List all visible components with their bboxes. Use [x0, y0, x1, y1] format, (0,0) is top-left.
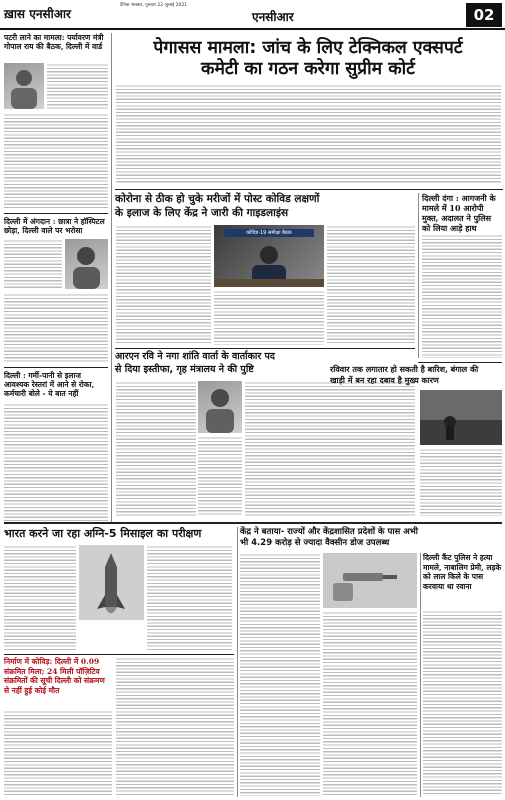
bottom-right-headline: दिल्ली कैंट पुलिस ने हत्या मामले, नाबालिग प्रेमी, लड़के को लाल किले के पास करवाया था रवाना	[423, 553, 502, 591]
divider	[4, 654, 234, 655]
arun-headline-line2: से दिया इस्तीफा, गृह मंत्रालय ने की पुष्टि	[115, 364, 254, 375]
vaccine-headline-line1: केंद्र ने बताया- राज्यों और केंद्रशासित प्रदेशों के पास अभी	[240, 527, 418, 537]
left-story2-headline: दिल्ली में अंगदान : छात्रा ने हॉस्पिटल छोड़ा, दिल्ली वाले पर भरोसा	[4, 217, 105, 235]
column-divider	[418, 193, 419, 358]
covid-headline-line1: कोरोना से ठीक हो चुके मरीजों में पोस्ट कोविड लक्षणों	[115, 193, 320, 205]
vaccine-story-text	[240, 553, 320, 796]
left-story3-text	[4, 403, 108, 523]
riot-story-text	[422, 234, 502, 358]
arun-story-text	[116, 381, 196, 516]
missile-story-text-2	[147, 545, 232, 650]
covid-story-text-2	[214, 290, 324, 345]
left-story1-text-2	[4, 113, 108, 209]
column-divider	[237, 527, 238, 797]
section-title: एनसीआर	[252, 10, 294, 24]
divider	[4, 367, 108, 368]
lead-headline-line2: कमेटी का गठन करेगा सुप्रीम कोर्ट	[201, 59, 415, 79]
left-story1-text	[47, 63, 108, 109]
vaccine-photo	[323, 553, 417, 608]
divider	[115, 348, 415, 349]
left-story1-headline: पटरी लाने का मामला: पर्यावरण मंत्री गोपाल राय की बैठक, दिल्ली में वार्ड	[4, 33, 104, 51]
covid-story-text-3	[327, 225, 415, 345]
bottom-right-text	[423, 610, 502, 796]
vaccine-headline-line2: भी 4.29 करोड़ से ज्यादा वैक्सीन डोज उपलब्ध	[240, 538, 390, 548]
rain-headline-line1: रविवार तक लगातार हो सकती है बारिश, बंगाल की	[330, 364, 479, 374]
missile-story-text	[4, 545, 76, 650]
rain-headline-line2: खाड़ी में बन रहा दबाव है मुख्य कारण	[330, 375, 439, 385]
lead-story-text	[116, 84, 501, 184]
dateline: दैनिक भास्कर, गुरुवार 22 जुलाई 2021	[120, 3, 188, 8]
column-divider	[111, 33, 112, 523]
minister-photo	[4, 63, 44, 109]
missile-headline: भारत करने जा रहा अग्नि-5 मिसाइल का परीक्षण	[4, 527, 202, 540]
left-story3-headline: दिल्ली : गर्मी-पानी से इलाज आवश्यक रेस्तरां में आने से रोका, कर्मचारी बोले - ये बात नहीं	[4, 371, 95, 398]
arun-headline-line1: आरएन रवि ने नगा शांति वार्ता के वार्ताकार पद	[115, 351, 275, 362]
bottom-left-text	[4, 710, 112, 796]
lead-headline-line1: पेगासस मामला: जांच के लिए टेक्निकल एक्सपर्ट	[153, 38, 463, 58]
meeting-banner: कोविड-19 समीक्षा बैठक	[224, 229, 314, 237]
missile-photo	[79, 545, 144, 620]
meeting-photo	[214, 225, 324, 287]
left-column	[4, 33, 108, 523]
rain-story-text	[420, 448, 502, 516]
section-divider	[4, 522, 502, 524]
divider	[418, 362, 502, 363]
left-story2-text	[4, 239, 62, 289]
missile-story-text-3	[116, 657, 234, 796]
page-header	[0, 0, 505, 30]
vaccine-story-text-2	[323, 611, 417, 796]
covid-story-text	[116, 225, 211, 345]
masthead: ख़ास एनसीआर	[4, 7, 71, 21]
column-divider	[420, 553, 421, 797]
divider	[4, 213, 108, 214]
bottom-left-headline: निर्माण में कोविड़: दिल्ली में 0.09 संक्रमित मिला; 24 मिली पॉज़िटिव संक्रमितों की सूची दिल्ली को संक्रमण से नहीं हुई कोई मौत	[4, 657, 105, 695]
covid-headline-line2: के इलाज के लिए केंद्र ने जारी की गाइडलाइंस	[115, 207, 289, 219]
arun-photo	[198, 381, 242, 433]
arun-story-text-2	[198, 436, 242, 516]
rain-photo	[420, 390, 502, 445]
arun-story-text-3	[245, 381, 415, 516]
divider	[115, 189, 503, 190]
woman-photo	[65, 239, 108, 289]
left-story2-text-2	[4, 293, 108, 363]
page-number: 02	[466, 3, 502, 27]
riot-headline: दिल्ली दंगा : आगजनी के मामले में 10 आरोपी मुक्त, अदालत ने पुलिस को लिया आड़े हाथ	[422, 193, 496, 233]
